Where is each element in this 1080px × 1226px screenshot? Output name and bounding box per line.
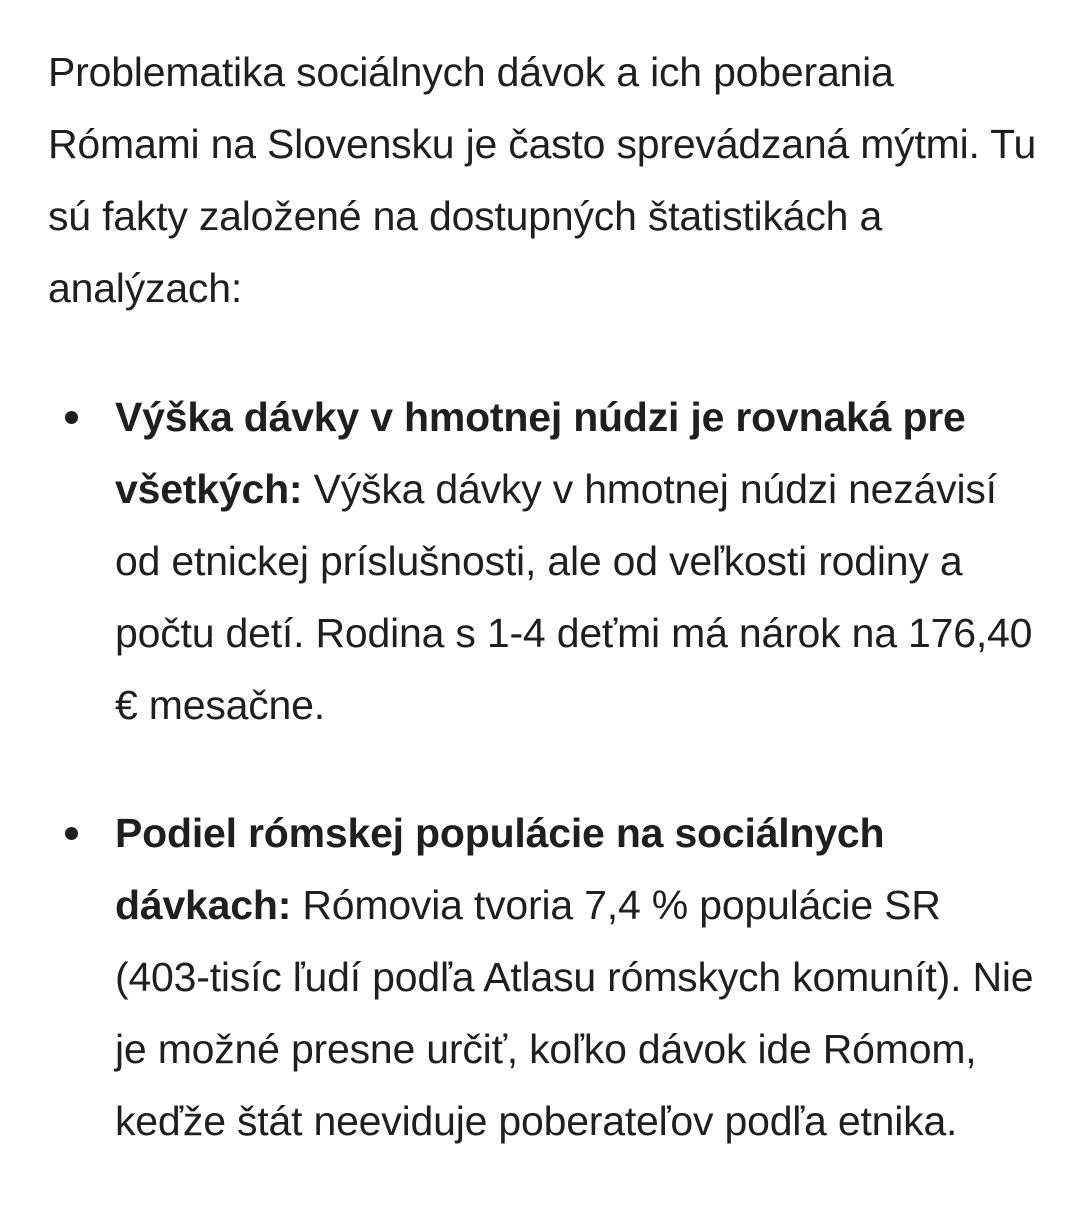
bullet-icon	[65, 411, 78, 424]
list-item-body: Rómovia tvoria 7,4 % populácie SR (403-tisíc ľudí podľa Atlasu rómskych komunít). Nie je možné presne určiť, koľko dávok ide Rómom, keďže štát neeviduje poberateľov podľa etnika.	[115, 882, 1034, 1144]
list-item-body: Výška dávky v hmotnej núdzi nezávisí od etnickej príslušnosti, ale od veľkosti rodiny a počtu detí. Rodina s 1-4 deťmi má nárok na 176,40 € mesačne.	[115, 466, 1033, 728]
list-item	[48, 797, 1038, 1157]
list-item	[48, 381, 1038, 741]
list-item-heading: Podiel rómskej populácie na sociálnych dávkach:	[115, 810, 885, 928]
intro-paragraph: Problematika sociálnych dávok a ich poberania Rómami na Slovensku je často sprevádzaná mýtmi. Tu sú fakty založené na dostupných štatistikách a analýzach:	[48, 49, 1037, 311]
bullet-icon	[65, 827, 78, 840]
response-content	[48, 36, 1038, 1157]
fact-list	[48, 381, 1038, 1157]
list-item-heading: Výška dávky v hmotnej núdzi je rovnaká pre všetkých:	[115, 394, 966, 512]
